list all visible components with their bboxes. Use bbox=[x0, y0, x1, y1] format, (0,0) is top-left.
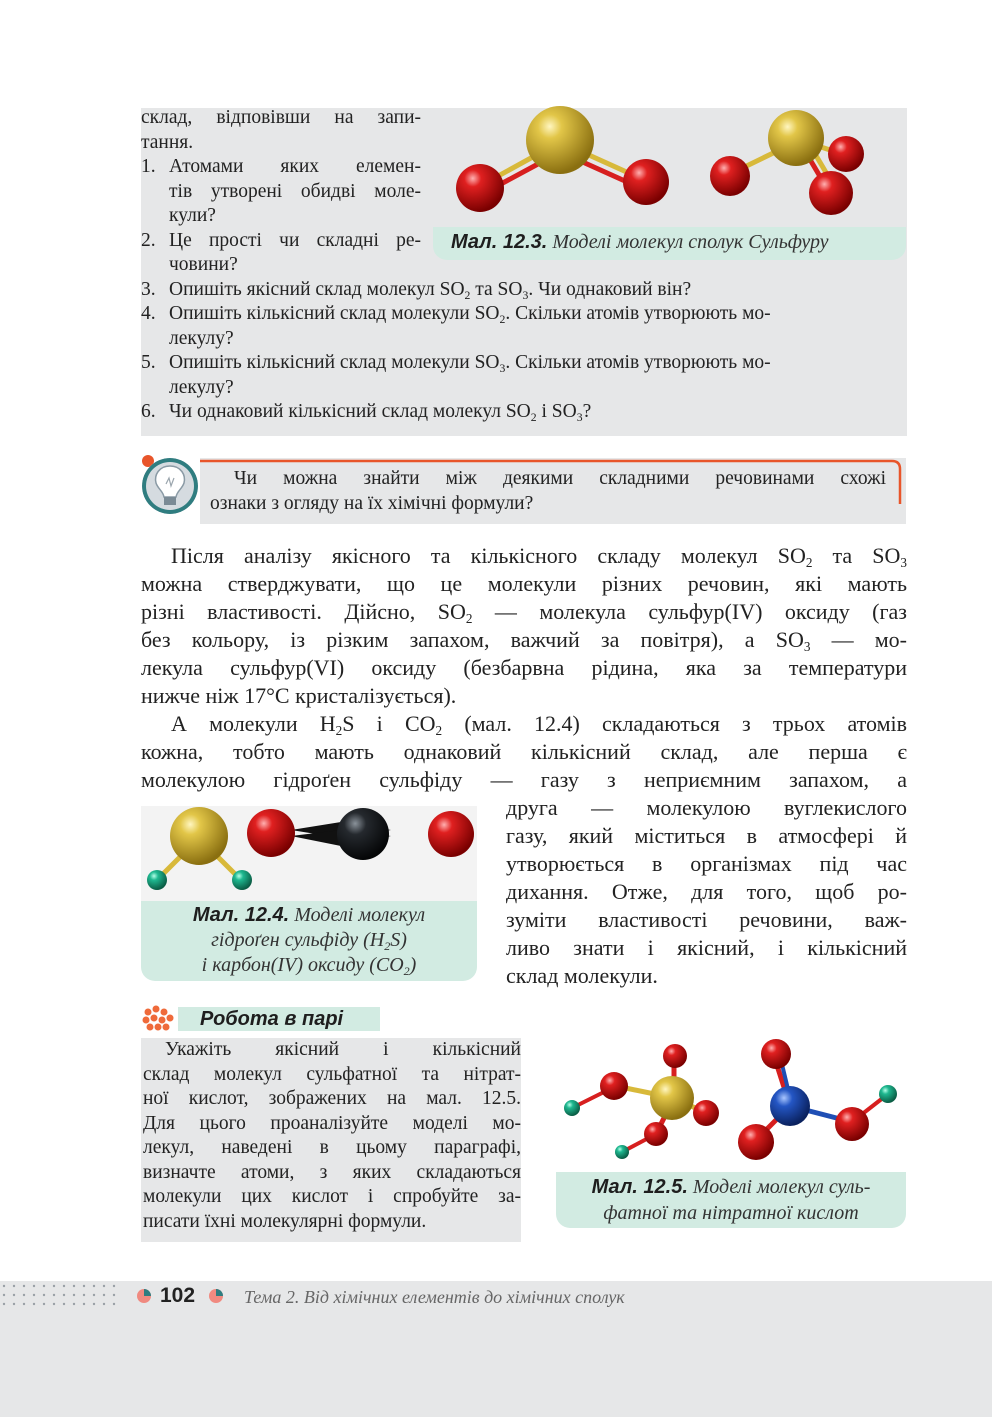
figure-label: Мал. 12.3. bbox=[451, 231, 548, 253]
question-4: 4. Опишіть кількісний склад молекули $SO_2$. Скільки атомів утворюють мо- bbox=[141, 303, 771, 326]
page-number: 102 bbox=[160, 1284, 196, 1307]
paragraph-2-side: друга — молекулою вуглекислого газу, який міститься в атмосфері й утворюється в організмах під час дихання. Отже, для того, щоб ро- зуміти властивості речовини, важ- ливо знати і якісний, і кількісний склад молекули. bbox=[506, 795, 907, 988]
question-2-cont: човини? bbox=[169, 254, 238, 275]
sulfuric-acid-molecule-model bbox=[564, 1044, 719, 1159]
intro-line: тання. bbox=[141, 131, 194, 153]
page-number-bullet-right bbox=[208, 1288, 224, 1304]
pair-work-text: Укажіть якісний і кількісний склад молекул сульфатної та нітрат- ної кислот, зображених на мал. 12.5. Для цього проаналізуйте моделі мо- лекул, наведені в цьому параграфі, визначте атоми, з яких складаються молекули цих кислот і спробуйте за- писати їхні молекулярні формули. bbox=[143, 1039, 521, 1232]
co2-molecule-model bbox=[247, 808, 474, 860]
question-1-cont: кули? bbox=[169, 205, 216, 226]
lightbulb-icon bbox=[142, 458, 198, 514]
question-4-cont: лекулу? bbox=[169, 327, 234, 349]
paragraph-2: А молекули $H_2S$ і $CO_2$ (мал. 12.4) складаються з трьох атомів кожна, тобто мають однаковий кількісний склад, але перша є молекулою гідроґен сульфіду — газу з неприємним запахом, а bbox=[141, 711, 907, 792]
footer-topic: Тема 2. Від хімічних елементів до хімічних сполук bbox=[244, 1287, 625, 1307]
question-3: 3. Опишіть якісний склад молекул $SO_2$ та $SO_3$. Чи однаковий він? bbox=[141, 278, 692, 302]
figure-caption-text: Моделі молекул сполук Сульфуру bbox=[547, 231, 829, 253]
page-number-bullet-left bbox=[136, 1288, 152, 1304]
h2s-molecule-model bbox=[147, 807, 252, 890]
question-5-cont: лекулу? bbox=[169, 376, 234, 398]
question-5: 5. Опишіть кількісний склад молекули $SO_3$. Скільки атомів утворюють мо- bbox=[141, 352, 771, 375]
figure-12-5-image bbox=[556, 1036, 906, 1168]
footer-dot-pattern bbox=[0, 1282, 130, 1310]
intro-line: склад, відповівши на запи- bbox=[141, 107, 421, 128]
figure-12-5-caption: Мал. 12.5. Моделі молекул суль- фатної та нітратної кислот bbox=[556, 1172, 906, 1228]
question-6: 6. Чи однаковий кількісний склад молекул $SO_2$ і $SO_3$? bbox=[141, 401, 592, 424]
questions-text bbox=[141, 106, 907, 425]
pair-work-icon bbox=[141, 1004, 175, 1034]
figure-12-4-caption: Мал. 12.4. Моделі молекул гідроґен сульфіду $(H_2S)$ і карбон(IV) оксиду $(CO_2)$ bbox=[141, 901, 477, 981]
question-1: 1. Атомами яких елемен- bbox=[141, 156, 421, 177]
question-1-cont: тів утворені обидві моле- bbox=[169, 180, 421, 202]
paragraph-1: Після аналізу якісного та кількісного складу молекул $SO_2$ та $SO_3$ можна стверджувати, що це молекули різних речовин, які мають різні властивості. Дійсно, $SO_2$ — молекула сульфур(IV) оксиду (газ без кольору, із різким запахом, важчий за повітря), а $SO_3$ — мо- лекула сульфур(VI) оксиду (безбарвна рідина, яка за температури нижче ніж 17°C кристалізується). bbox=[141, 543, 907, 708]
question-box-text: Чи можна знайти між деякими складними речовинами схожі ознаки з огляду на їх хімічні формули? bbox=[210, 468, 886, 514]
pair-work-title: Робота в парі bbox=[200, 1008, 344, 1030]
figure-12-4-image bbox=[141, 800, 481, 900]
question-2: 2. Це прості чи складні ре- bbox=[141, 229, 421, 251]
nitric-acid-molecule-model bbox=[738, 1039, 897, 1160]
